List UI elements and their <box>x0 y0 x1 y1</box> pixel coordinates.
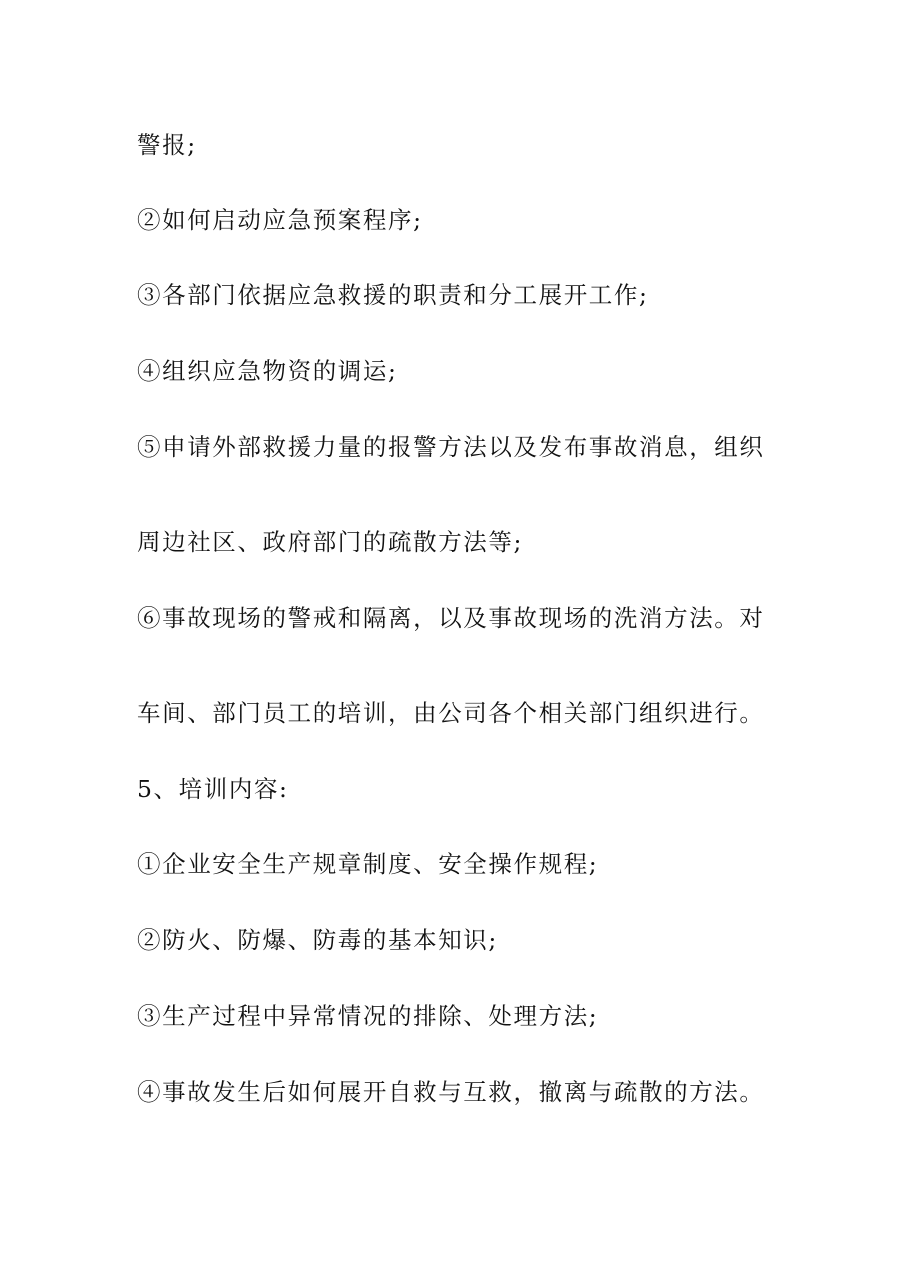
text-line-item-5-external-rescue: ⑤申请外部救援力量的报警方法以及发布事故消息，组织 <box>137 433 765 461</box>
text-line-item-6-continued: 车间、部门员工的培训，由公司各个相关部门组织进行。 <box>137 699 765 727</box>
text-line-item-2-emergency-plan: ②如何启动应急预案程序; <box>137 206 423 234</box>
text-line-item-5-continued: 周边社区、政府部门的疏散方法等; <box>137 528 524 556</box>
text-line-training-4: ④事故发生后如何展开自救与互救，撤离与疏散的方法。 <box>137 1078 765 1106</box>
text-line-item-4-supplies: ④组织应急物资的调运; <box>137 357 398 385</box>
text-line-training-2: ②防火、防爆、防毒的基本知识; <box>137 926 498 954</box>
text-line-training-1: ①企业安全生产规章制度、安全操作规程; <box>137 850 599 878</box>
text-line-training-3: ③生产过程中异常情况的排除、处理方法; <box>137 1002 599 1030</box>
text-line-item-3-department-duties: ③各部门依据应急救援的职责和分工展开工作; <box>137 281 649 309</box>
section-heading-training-content: 5、培训内容: <box>137 775 289 803</box>
text-line-alarm: 警报; <box>137 131 197 159</box>
text-line-item-6-site-cordon: ⑥事故现场的警戒和隔离，以及事故现场的洗消方法。对 <box>137 604 765 632</box>
